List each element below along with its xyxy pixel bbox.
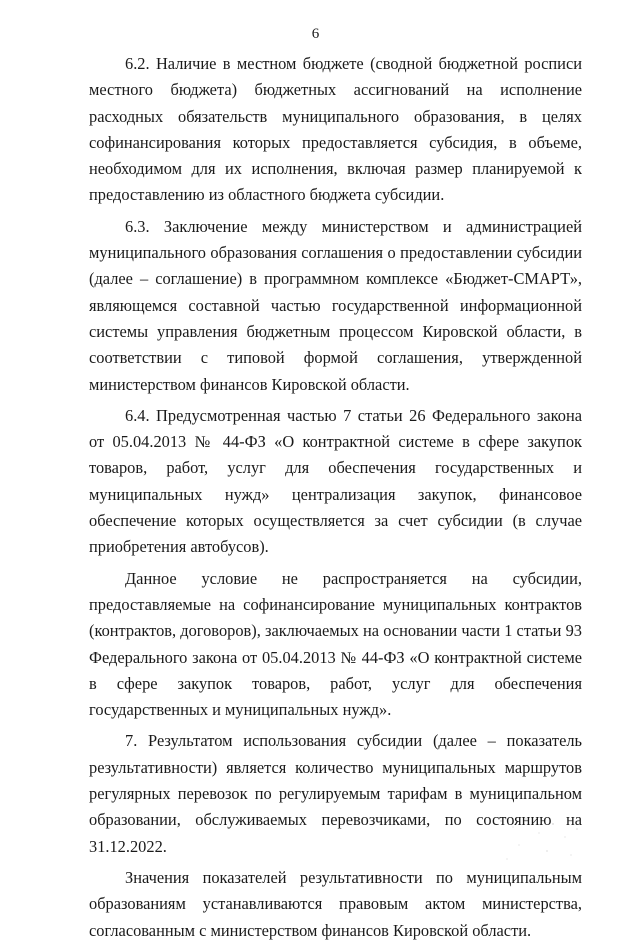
scan-noise-specks xyxy=(495,815,585,865)
paragraph-6-2: 6.2. Наличие в местном бюджете (сводной бюджетной росписи местного бюджета) бюджетных ассигнований на исполнение расходных обязательств муниципального образования, в целях софинансирования которых предоставляется субсидия, в объеме, необходимом для их исполнения, включая размер планируемой к предоставлению из областного бюджета субсидии. xyxy=(89,54,582,205)
document-body xyxy=(89,51,582,944)
paragraph-exception: Данное условие не распространяется на субсидии, предоставляемые на софинансирование муниципальных контрактов (контрактов, договоров), заключаемых на основании части 1 статьи 93 Федерального закона от 05.04.2013 № 44-ФЗ «О контрактной системе в сфере закупок товаров, работ, услуг для обеспечения государственных и муниципальных нужд». xyxy=(89,568,582,720)
paragraph-indicator-values: Значения показателей результативности по муниципальным образованиям устанавливаются правовым актом министерства, согласованным с министерством финансов Кировской области. xyxy=(89,867,582,940)
paragraph-6-4: 6.4. Предусмотренная частью 7 статьи 26 Федерального закона от 05.04.2013 № 44-ФЗ «О контрактной системе в сфере закупок товаров, работ, услуг для обеспечения государственных и муниципальных нужд» централизация закупок, финансовое обеспечение которых осуществляется за счет субсидии (в случае приобретения автобусов). xyxy=(89,405,582,557)
paragraph-7: 7. Результатом использования субсидии (далее – показатель результативности) является количество муниципальных маршрутов регулярных перевозок по регулируемым тарифам в муниципальном образовании, обслуживаемых перевозчиками, по состоянию на 31.12.2022. xyxy=(89,731,582,856)
paragraph-6-3: 6.3. Заключение между министерством и администрацией муниципального образования соглашения о предоставлении субсидии (далее – соглашение) в программном комплексе «Бюджет-СМАРТ», являющемся составной частью государственной информационной системы управления бюджетным процессом Кировской области, в соответствии с типовой формой соглашения, утвержденной министерством финансов Кировской области. xyxy=(89,216,582,394)
page-number: 6 xyxy=(311,26,320,42)
